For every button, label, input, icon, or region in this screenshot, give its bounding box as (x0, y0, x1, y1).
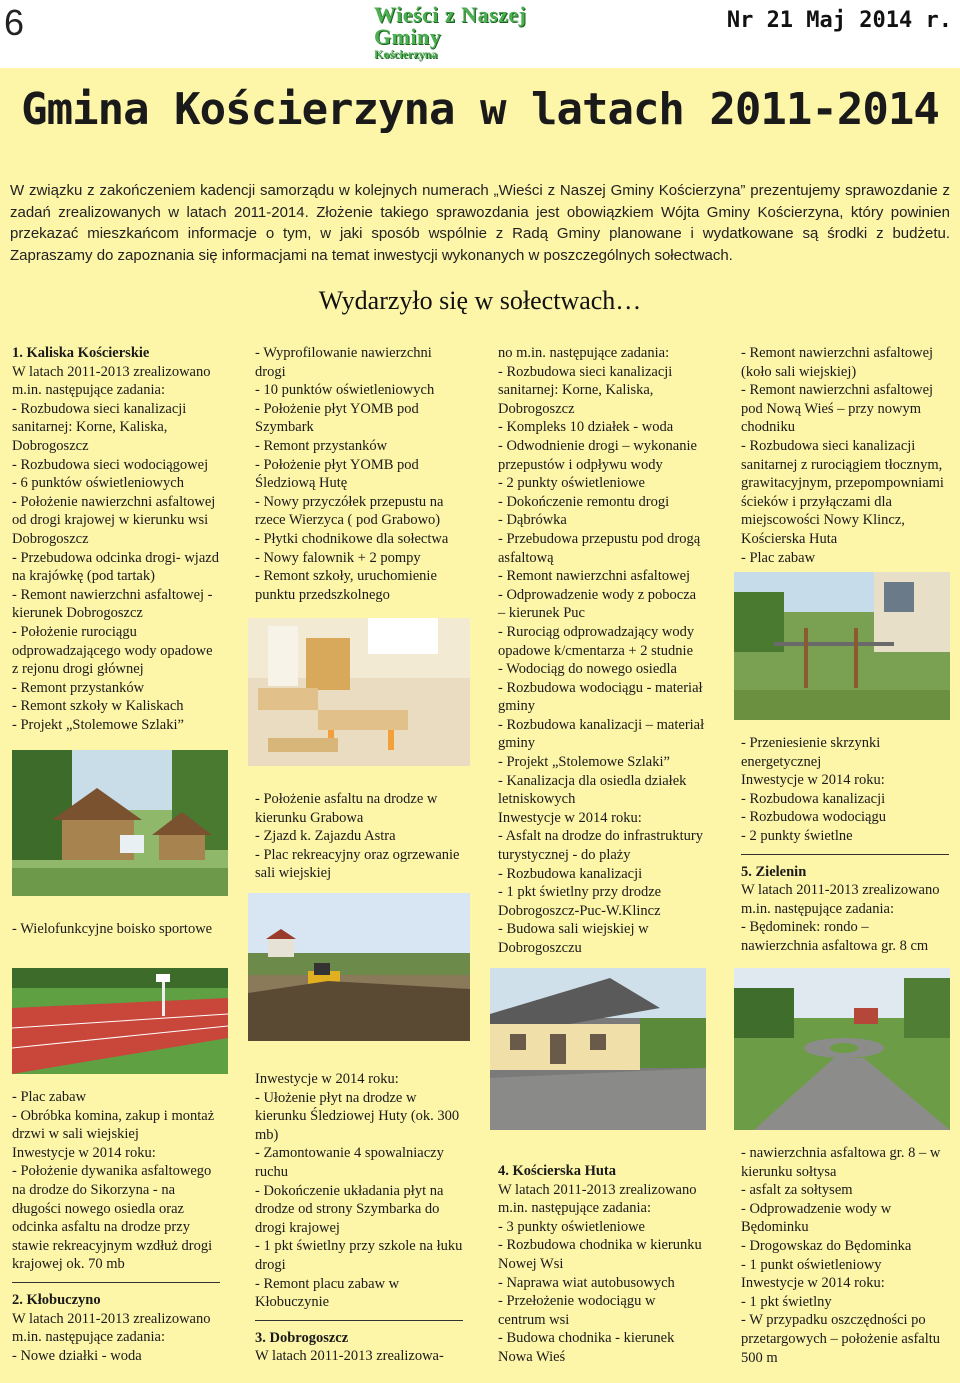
heading-dobrogoszcz: 3. Dobrogoszcz (255, 1329, 349, 1346)
photo-roundabout (734, 968, 950, 1130)
list-item: Inwestycje w 2014 roku: (498, 809, 642, 826)
list-item: - Płytki chodnikowe dla sołectwa (255, 530, 449, 547)
list-item: - W przypadku oszczędności po przetargowych – położenie asfaltu 500 m (741, 1312, 941, 1366)
list-item: - Przebudowa odcinka drogi- wjazd na krajówkę (pod tartak) (12, 549, 219, 585)
list-item: - Budowa chodnika - kierunek Nowa Wieś (498, 1330, 675, 1365)
list-item: - Naprawa wiat autobusowych (498, 1274, 675, 1291)
column-4-lower (741, 1144, 949, 1367)
column-1-lower (12, 1088, 220, 1365)
masthead-title: Wieści z Naszej Gminy (374, 2, 527, 49)
photo-village-hall (490, 968, 706, 1130)
list-item: - Remont przystanków (255, 437, 388, 454)
list-item: - Rozbudowa sieci kanalizacji sanitarnej: Korne, Kaliska, Dobrogoszcz (12, 400, 187, 454)
divider (741, 854, 949, 855)
section-title: Wydarzyło się w sołectwach… (318, 286, 642, 315)
list-item: - Nowe działki - woda (12, 1347, 142, 1364)
list-item: - 1 pkt świetlny przy szkole na łuku drogi (255, 1238, 463, 1273)
list-item: - 10 punktów oświetleniowych (255, 382, 435, 399)
list-item: - Remont nawierzchni asfaltowej (498, 568, 691, 585)
masthead-subtitle: Kościerzyna (374, 47, 438, 61)
intro-text: W związku z zakończeniem kadencji samorządu w kolejnych numerach „Wieści z Naszej Gminy Kościerzyna” prezentujemy sprawozdanie z zadań zrealizowanych w latach 2011-2014. Złożenie takiego sprawozdania jest obowiązkiem Wójta Gminy Kościerzyna, który powinien przekazać mieszkańcom informacje o tym, w jaki sposób wspólnie z Radą Gminy planowane i wydatkowane są środki z budżetu. Zapraszamy do zapoznania się informacjami na temat inwestycji wykonanych w poszczególnych sołectwach. (10, 182, 950, 264)
list-item: - 1 pkt świetlny przy drodze Dobrogoszcz-Puc-W.Klincz (498, 884, 662, 919)
list-item: - 2 punkty świetlne (741, 827, 853, 844)
list-item: - Rozbudowa chodnika w kierunku Nowej Wsi (498, 1237, 702, 1272)
list-item: - Położenie płyt YOMB pod Śledziową Hutę (255, 456, 419, 492)
list-item: - Obróbka komina, zakup i montaż drzwi w sali wiejskiej (12, 1107, 215, 1143)
heading-koscierska-huta: 4. Kościerska Huta (498, 1163, 617, 1179)
list-item: - Rozbudowa kanalizacji (498, 865, 643, 882)
list-item: - Rozbudowa kanalizacji – materiał gminy (498, 716, 705, 752)
list-item: - Dokończenie układania płyt na drodze od strony Szymbarka do drogi krajowej (255, 1182, 444, 1236)
list-item: - Przełożenie wodociągu w centrum wsi (498, 1293, 656, 1328)
column-2 (255, 344, 463, 604)
list-item: W latach 2011-2013 zrealizowano m.in. następujące zadania: (741, 882, 940, 917)
list-item: - Ułożenie płyt na drodze w kierunku Śledziowej Huty (ok. 300 mb) (255, 1089, 460, 1143)
issue-label: Nr 21 Maj 2014 r. (726, 8, 952, 33)
list-item: - Projekt „Stolemowe Szlaki” (12, 716, 184, 733)
divider (255, 1320, 463, 1321)
list-item: - Dokończenie remontu drogi (498, 493, 670, 510)
divider (12, 1282, 220, 1283)
list-item: - Odprowadzenie wody z pobocza – kierunek Puc (498, 586, 697, 622)
list-item: - Wielofunkcyjne boisko sportowe (12, 921, 213, 937)
list-item: Inwestycje w 2014 roku: (12, 1144, 156, 1161)
list-item: - Remont nawierzchni asfaltowej pod Nową Wieś – przy nowym chodniku (741, 382, 934, 436)
list-item: - Przebudowa przepustu pod drogą asfaltową (498, 530, 701, 566)
list-item: - nawierzchnia asfaltowa gr. 8 – w kierunku sołtysa (741, 1145, 941, 1180)
photo-sports-field (12, 968, 228, 1074)
list-item: - Będominek: rondo – nawierzchnia asfaltowa gr. 8 cm (741, 919, 929, 954)
list-item: - Remont nawierzchni asfaltowej - kierunek Dobrogoszcz (12, 586, 213, 622)
list-item: - Położenie nawierzchni asfaltowej od drogi krajowej w kierunku wsi Dobrogoszcz (12, 493, 216, 547)
list-item: Inwestycje w 2014 roku: (255, 1071, 399, 1087)
photo-construction (248, 893, 470, 1041)
list-item: - Zamontowanie 4 spowalniaczy ruchu (255, 1145, 444, 1180)
masthead-logo (374, 2, 586, 61)
list-item: W latach 2011-2013 zrealizowano m.in. następujące zadania: (12, 1310, 211, 1346)
list-item: - Plac rekreacyjny oraz ogrzewanie sali wiejskiej (255, 846, 460, 882)
list-item: - Wodociąg do nowego osiedla (498, 661, 677, 678)
page-header (0, 0, 960, 66)
list-item: - Położenie asfaltu na drodze w kierunku Grabowa (255, 791, 438, 826)
list-item: - Projekt „Stolemowe Szlaki” (498, 754, 670, 771)
list-item: - Asfalt na drodze do infrastruktury turystycznej - do plaży (498, 828, 703, 864)
column-3 (498, 344, 706, 958)
column-2-mid (255, 790, 463, 883)
list-item: - Odwodnienie drogi – wykonanie przepustów i odpływu wody (498, 437, 697, 473)
list-item: - Remont nawierzchni asfaltowej (koło sali wiejskiej) (741, 345, 934, 380)
list-item: - Rozbudowa wodociągu (741, 809, 886, 826)
column-3-lower (498, 1162, 706, 1367)
list-item: - Zjazd k. Zajazdu Astra (255, 828, 396, 845)
list-item: - Rozbudowa sieci kanalizacji sanitarnej: Korne, Kaliska, Dobrogoszcz (498, 363, 673, 417)
list-item: - Plac zabaw (12, 1089, 87, 1105)
list-item: - 1 punkt oświetleniowy (741, 1256, 882, 1273)
list-item: - Odprowadzenie wody w Będominku (741, 1200, 892, 1236)
intro-paragraph (10, 180, 950, 266)
list-item: - Położenie dywanika asfaltowego na drodze do Sikorzyna - na długości nowego osiedla oraz odcinka asfaltu na drodze przy stawie rekreacyjnym wzdłuż drogi krajowej ok. 70 mb (12, 1163, 213, 1273)
column-4 (741, 344, 949, 567)
list-item: no m.in. następujące zadania: (498, 345, 670, 361)
list-item: - Dąbrówka (498, 512, 567, 529)
list-item: W latach 2011-2013 zrealizowano m.in. następujące zadania: (12, 363, 211, 399)
list-item: - 1 pkt świetlny (741, 1293, 832, 1310)
list-item: - Remont przystanków (12, 679, 145, 696)
heading-zielenin: 5. Zielenin (741, 863, 807, 880)
list-item: - Remont szkoły, uruchomienie punktu przedszkolnego (255, 568, 437, 603)
list-item: Inwestycje w 2014 roku: (741, 772, 885, 789)
list-item: - Budowa sali wiejskiej w Dobrogoszczu (498, 921, 649, 956)
list-item: - Położenie płyt YOMB pod Szymbark (255, 400, 419, 436)
page-number: 6 (4, 2, 25, 43)
list-item: W latach 2011-2013 zrealizowano m.in. następujące zadania: (498, 1181, 697, 1217)
list-item: - Remont placu zabaw w Kłobuczynie (255, 1275, 400, 1311)
heading-kaliska: 1. Kaliska Kościerskie (12, 345, 150, 361)
list-item: - 2 punkty oświetleniowe (498, 475, 645, 492)
list-item: - Drogowskaz do Będominka (741, 1237, 912, 1254)
list-item: W latach 2011-2013 zrealizowa- (255, 1348, 444, 1365)
list-item: - Przeniesienie skrzynki energetycznej (741, 735, 881, 770)
list-item: - Plac zabaw (741, 549, 816, 566)
list-item: - Wyprofilowanie nawierzchni drogi (255, 345, 432, 380)
page-title: Gmina Kościerzyna w latach 2011-2014 (21, 84, 939, 135)
column-4-mid (741, 734, 949, 956)
list-item: - 6 punktów oświetleniowych (12, 475, 184, 492)
heading-klobuczyno: 2. Kłobuczyno (12, 1291, 101, 1308)
list-item: - Rurociąg odprowadzający wody opadowe k/cmentarza + 2 studnie (498, 623, 695, 659)
list-item: - Nowy falownik + 2 pompy (255, 549, 421, 566)
list-item: - Rozbudowa wodociągu - materiał gminy (498, 679, 703, 715)
photo-gazebos (12, 750, 228, 896)
column-1-caption (12, 920, 220, 939)
photo-classroom (248, 618, 470, 766)
list-item: - Kompleks 10 działek - woda (498, 419, 674, 436)
list-item: - asfalt za sołtysem (741, 1182, 853, 1199)
list-item: Inwestycje w 2014 roku: (741, 1275, 885, 1292)
list-item: - Położenie rurociągu odprowadzającego wody opadowe z rejonu drogi głównej (12, 623, 213, 678)
list-item: - Rozbudowa kanalizacji (741, 790, 886, 807)
list-item: - Remont szkoły w Kaliskach (12, 698, 184, 715)
list-item: - 3 punkty oświetleniowe (498, 1218, 645, 1235)
photo-playground (734, 572, 950, 720)
list-item: - Nowy przyczółek przepustu na rzece Wierzyca ( pod Grabowo) (255, 493, 444, 529)
list-item: - Rozbudowa sieci wodociągowej (12, 456, 209, 473)
list-item: - Kanalizacja dla osiedla działek letniskowych (498, 772, 687, 808)
column-1 (12, 344, 220, 734)
list-item: - Rozbudowa sieci kanalizacji sanitarnej z rurociągiem tłocznym, grawitacyjnym, przepompowniami ścieków i przyłączami dla miejscowości Nowy Klincz, Kościerska Huta (741, 437, 944, 547)
column-2-lower (255, 1070, 463, 1366)
